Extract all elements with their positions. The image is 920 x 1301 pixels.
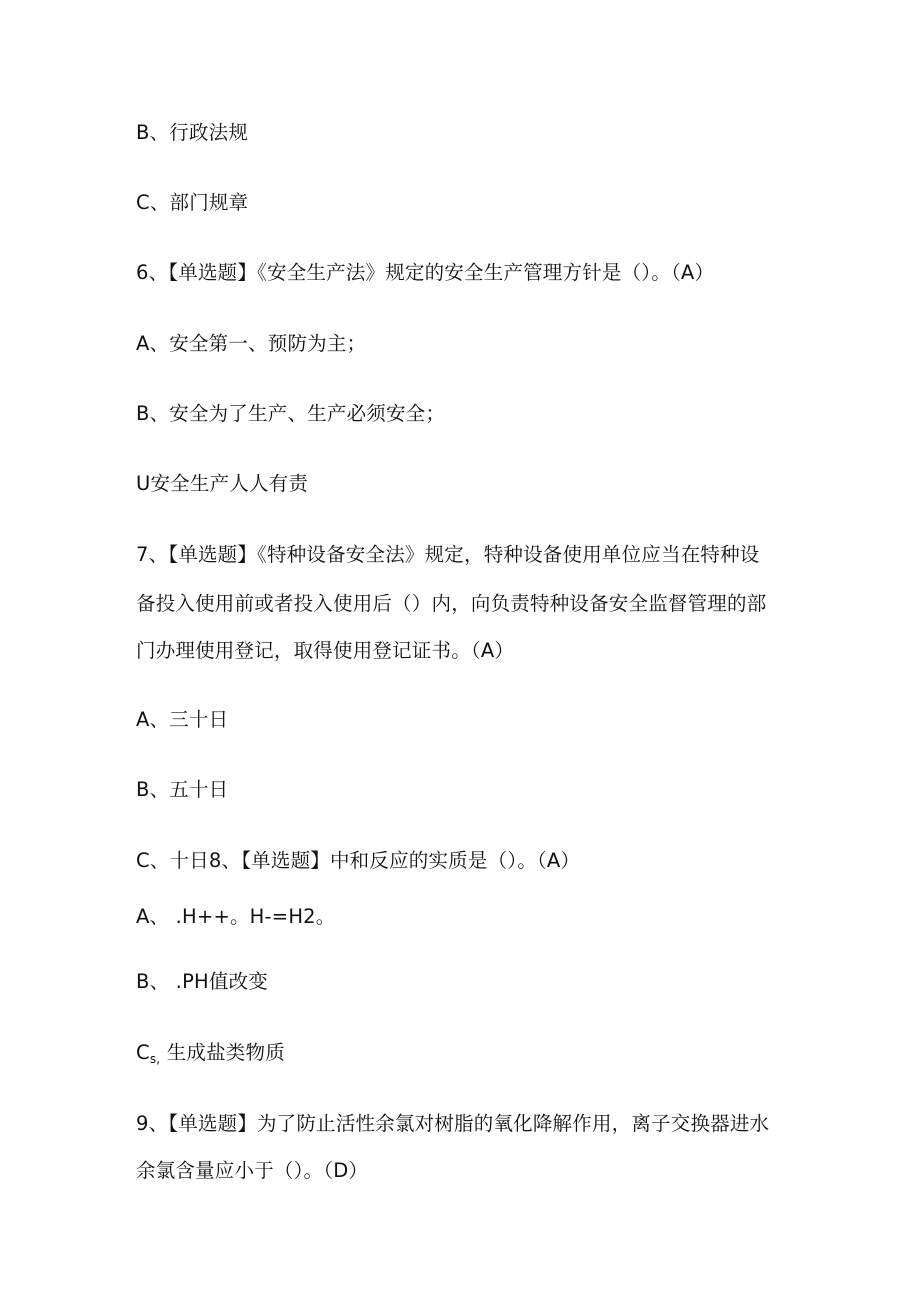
question-7-line-3: 门办理使用登记，取得使用登记证书。（A） (136, 639, 515, 662)
q8-option-c (136, 1039, 285, 1073)
q6-option-b: B、安全为了生产、生产必须安全； (136, 402, 446, 425)
q7-option-c-and-question-8: C、十日8、【单选题】中和反应的实质是（）。（A） (136, 849, 581, 872)
q7-option-b: B、五十日 (136, 778, 229, 801)
question-9-line-1: 9、【单选题】为了防止活性余氯对树脂的氧化降解作用，离子交换器进水 (136, 1112, 770, 1135)
q7-option-a: A、三十日 (136, 708, 229, 731)
option-c-department-rules: C、部门规章 (136, 191, 249, 214)
question-7-line-2: 备投入使用前或者投入使用后（）内，向负责特种设备安全监督管理的部 (136, 592, 767, 615)
q6-option-a: A、安全第一、预防为主； (136, 332, 367, 355)
q8-option-a: A、 .H++。H-=H2。 (136, 905, 336, 928)
question-6: 6、【单选题】《安全生产法》规定的安全生产管理方针是（）。（A） (136, 261, 715, 284)
question-9-line-2: 余氯含量应小于（）。（D） (136, 1159, 369, 1182)
q8-option-b: B、 .PH值改变 (136, 970, 268, 993)
q6-option-c: U安全生产人人有责 (136, 472, 309, 495)
q8-option-c-subscript: s, (149, 1052, 161, 1066)
option-b-administrative-regulations: B、行政法规 (136, 121, 249, 144)
q8-option-c-letter: C (136, 1041, 150, 1064)
question-7-line-1: 7、【单选题】《特种设备安全法》规定，特种设备使用单位应当在特种设 (136, 543, 760, 566)
q8-option-c-text: 生成盐类物质 (166, 1041, 285, 1064)
